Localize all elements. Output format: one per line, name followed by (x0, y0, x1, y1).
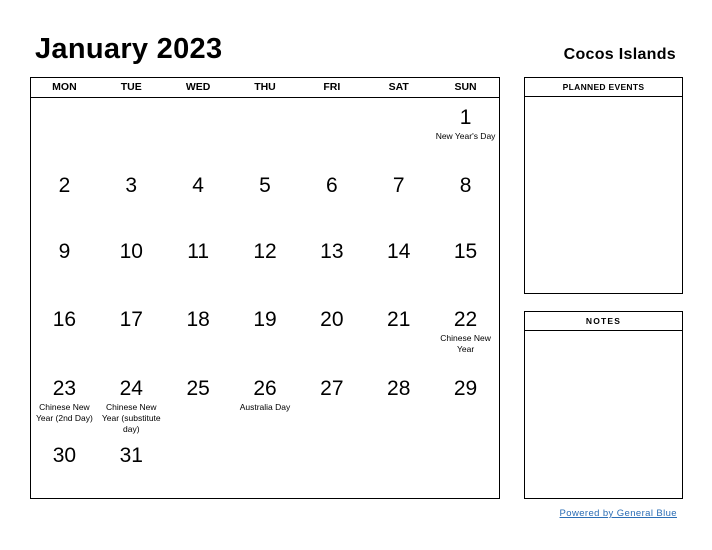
day-number: 30 (52, 444, 77, 467)
day-cell (232, 369, 299, 436)
day-cell (298, 436, 365, 498)
day-cell (98, 98, 165, 166)
day-number: 8 (459, 174, 472, 197)
day-cell (31, 369, 98, 436)
day-cell (98, 436, 165, 498)
day-cell (298, 300, 365, 369)
day-number: 28 (387, 377, 411, 400)
day-number: 2 (58, 174, 71, 197)
day-cell (31, 98, 98, 166)
day-cell (165, 436, 232, 498)
weekday-mon: MON (52, 81, 77, 93)
day-cell (298, 98, 365, 166)
day-cell (98, 232, 165, 300)
day-number: 19 (253, 308, 277, 331)
day-number: 24 (119, 377, 143, 400)
holiday-label: Chinese New Year (2nd Day) (35, 402, 93, 423)
day-number: 22 (453, 308, 478, 331)
day-cell (432, 98, 499, 166)
day-cell (298, 166, 365, 232)
day-number: 4 (192, 174, 204, 197)
day-number: 9 (58, 240, 71, 263)
day-number: 31 (119, 444, 143, 467)
day-number: 18 (186, 308, 210, 331)
day-cell (365, 436, 432, 498)
day-cells (31, 98, 499, 498)
day-cell (31, 166, 98, 232)
day-cell (232, 436, 299, 498)
day-cell (98, 369, 165, 436)
day-cell (365, 300, 432, 369)
notes-panel (524, 311, 683, 499)
planned-events-panel (524, 77, 683, 294)
day-cell (365, 166, 432, 232)
day-number (31, 98, 98, 106)
holiday-label: New Year's Day (435, 131, 496, 141)
day-cell (165, 98, 232, 166)
day-number: 3 (125, 174, 138, 197)
day-number (165, 436, 232, 444)
day-number: 16 (52, 308, 77, 331)
day-cell (298, 369, 365, 436)
day-number: 26 (253, 377, 277, 400)
day-number: 7 (392, 174, 405, 197)
planned-events-title: PLANNED EVENTS (525, 78, 682, 97)
powered-by-link[interactable]: Powered by General Blue (559, 508, 677, 519)
day-cell (432, 166, 499, 232)
day-number (98, 98, 165, 106)
weekday-sun: SUN (454, 81, 477, 93)
day-number: 1 (459, 106, 472, 129)
day-cell (432, 232, 499, 300)
day-number: 12 (253, 240, 277, 263)
day-number: 11 (187, 240, 210, 263)
day-cell (432, 436, 499, 498)
day-number: 25 (186, 377, 210, 400)
day-cell (298, 232, 365, 300)
day-number: 29 (453, 377, 478, 400)
holiday-label: Chinese New Year (substitute day) (101, 402, 161, 434)
day-cell (232, 98, 299, 166)
region-name: Cocos Islands (563, 46, 676, 63)
day-number (232, 98, 299, 106)
day-cell (98, 166, 165, 232)
day-number: 10 (119, 240, 143, 263)
day-number: 17 (119, 308, 143, 331)
day-number: 15 (453, 240, 478, 263)
holiday-label: Australia Day (239, 402, 291, 412)
holiday-label: Chinese New Year (440, 333, 491, 354)
day-number (232, 436, 299, 444)
calendar-grid (30, 77, 500, 499)
day-number (365, 98, 432, 106)
day-number (165, 98, 232, 106)
notes-title: NOTES (525, 312, 682, 331)
day-cell (365, 98, 432, 166)
day-cell (432, 300, 499, 369)
weekday-header-row (31, 78, 499, 98)
day-number: 27 (320, 377, 344, 400)
day-cell (432, 369, 499, 436)
day-cell (165, 232, 232, 300)
day-cell (232, 300, 299, 369)
day-cell (232, 232, 299, 300)
day-cell (31, 232, 98, 300)
day-number: 20 (320, 308, 344, 331)
weekday-wed: WED (185, 81, 211, 93)
day-cell (365, 232, 432, 300)
day-cell (165, 369, 232, 436)
day-cell (31, 300, 98, 369)
day-cell (165, 166, 232, 232)
day-number: 23 (52, 377, 77, 400)
weekday-thu: THU (254, 81, 276, 93)
day-cell (98, 300, 165, 369)
day-number (432, 436, 499, 444)
day-cell (365, 369, 432, 436)
calendar-title: January 2023 (35, 33, 223, 65)
day-number: 6 (326, 174, 338, 197)
day-cell (232, 166, 299, 232)
day-number: 14 (387, 240, 411, 263)
weekday-tue: TUE (120, 81, 142, 93)
day-cell (165, 300, 232, 369)
day-number (298, 436, 365, 444)
day-number: 5 (259, 174, 271, 197)
day-number: 21 (387, 308, 411, 331)
weekday-sat: SAT (388, 81, 409, 93)
day-number (365, 436, 432, 444)
day-number: 13 (320, 240, 344, 263)
weekday-fri: FRI (323, 81, 341, 93)
day-number (298, 98, 365, 106)
day-cell (31, 436, 98, 498)
